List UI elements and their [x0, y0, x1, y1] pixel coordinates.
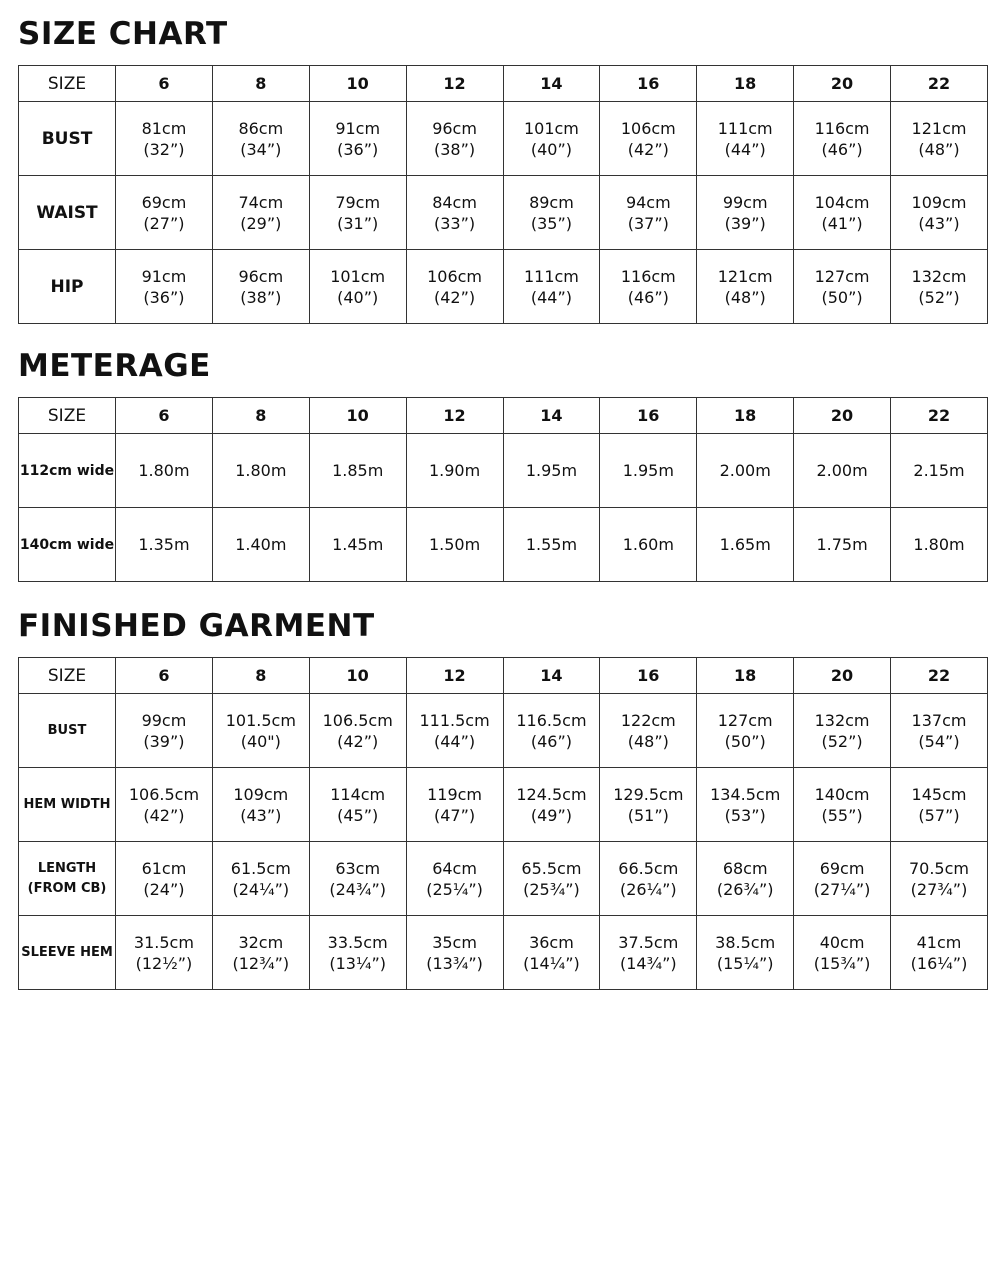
row-label: SLEEVE HEM: [19, 916, 116, 990]
value-cell: 31.5cm (12½”): [116, 916, 213, 990]
row-label: WAIST: [19, 176, 116, 250]
meterage-section: [18, 348, 988, 554]
value-cell: 1.50m: [406, 508, 503, 582]
value-cell: 69cm (27¼”): [794, 842, 891, 916]
value-cell: 129.5cm (51”): [600, 768, 697, 842]
value-cell: 111.5cm (44”): [406, 694, 503, 768]
meterage-table: [18, 397, 988, 582]
size-header-cell: 8: [212, 658, 309, 694]
finished-garment-section: [18, 608, 988, 973]
value-cell: 36cm (14¼”): [503, 916, 600, 990]
value-cell: 145cm (57”): [891, 768, 988, 842]
size-header-cell: 8: [212, 66, 309, 102]
value-cell: 109cm (43”): [891, 176, 988, 250]
size-header-cell: 16: [600, 398, 697, 434]
value-cell: 40cm (15¾”): [794, 916, 891, 990]
value-cell: 89cm (35”): [503, 176, 600, 250]
value-cell: 84cm (33”): [406, 176, 503, 250]
size-header-cell: 18: [697, 398, 794, 434]
value-cell: 114cm (45”): [309, 768, 406, 842]
size-chart-title: SIZE CHART: [18, 16, 228, 52]
size-header-cell: 20: [794, 66, 891, 102]
table-row: [19, 842, 988, 916]
value-cell: 132cm (52”): [891, 250, 988, 324]
size-header-cell: 20: [794, 658, 891, 694]
size-header-cell: 6: [116, 658, 213, 694]
value-cell: 66.5cm (26¼”): [600, 842, 697, 916]
value-cell: 1.80m: [212, 434, 309, 508]
size-header-cell: 10: [309, 66, 406, 102]
value-cell: 2.00m: [794, 434, 891, 508]
value-cell: 132cm (52”): [794, 694, 891, 768]
value-cell: 33.5cm (13¼”): [309, 916, 406, 990]
finished-garment-title: FINISHED GARMENT: [18, 608, 375, 644]
row-label: LENGTH (FROM CB): [19, 842, 116, 916]
value-cell: 127cm (50”): [794, 250, 891, 324]
value-cell: 116.5cm (46”): [503, 694, 600, 768]
table-row: [19, 694, 988, 768]
size-header-cell: 14: [503, 398, 600, 434]
value-cell: 140cm (55”): [794, 768, 891, 842]
value-cell: 1.65m: [697, 508, 794, 582]
value-cell: 122cm (48”): [600, 694, 697, 768]
value-cell: 70.5cm (27¾”): [891, 842, 988, 916]
value-cell: 137cm (54”): [891, 694, 988, 768]
table-row: [19, 434, 988, 508]
value-cell: 121cm (48”): [891, 102, 988, 176]
value-cell: 104cm (41”): [794, 176, 891, 250]
table-row: [19, 250, 988, 324]
value-cell: 1.85m: [309, 434, 406, 508]
size-header-cell: 6: [116, 398, 213, 434]
table-row: [19, 916, 988, 990]
value-cell: 1.35m: [116, 508, 213, 582]
value-cell: 134.5cm (53”): [697, 768, 794, 842]
value-cell: 101.5cm (40"): [212, 694, 309, 768]
size-header-label: SIZE: [19, 398, 116, 434]
value-cell: 121cm (48”): [697, 250, 794, 324]
size-header-cell: 10: [309, 658, 406, 694]
table-row: [19, 768, 988, 842]
value-cell: 106.5cm (42”): [309, 694, 406, 768]
finished-garment-header-row: [19, 658, 988, 694]
size-header-label: SIZE: [19, 66, 116, 102]
finished-garment-table: [18, 657, 988, 990]
value-cell: 41cm (16¼”): [891, 916, 988, 990]
row-label: BUST: [19, 694, 116, 768]
value-cell: 37.5cm (14¾”): [600, 916, 697, 990]
value-cell: 99cm (39”): [697, 176, 794, 250]
value-cell: 111cm (44”): [697, 102, 794, 176]
value-cell: 96cm (38”): [212, 250, 309, 324]
value-cell: 2.00m: [697, 434, 794, 508]
value-cell: 1.40m: [212, 508, 309, 582]
value-cell: 101cm (40”): [309, 250, 406, 324]
size-header-cell: 20: [794, 398, 891, 434]
size-header-cell: 12: [406, 658, 503, 694]
value-cell: 1.60m: [600, 508, 697, 582]
size-header-cell: 18: [697, 658, 794, 694]
row-label: HIP: [19, 250, 116, 324]
size-chart-header-row: [19, 66, 988, 102]
size-header-cell: 14: [503, 658, 600, 694]
size-header-cell: 10: [309, 398, 406, 434]
row-label: 112cm wide: [19, 434, 116, 508]
row-label: HEM WIDTH: [19, 768, 116, 842]
size-header-cell: 16: [600, 658, 697, 694]
value-cell: 61.5cm (24¼”): [212, 842, 309, 916]
value-cell: 2.15m: [891, 434, 988, 508]
value-cell: 1.75m: [794, 508, 891, 582]
value-cell: 63cm (24¾”): [309, 842, 406, 916]
value-cell: 106cm (42”): [406, 250, 503, 324]
value-cell: 96cm (38”): [406, 102, 503, 176]
value-cell: 1.95m: [503, 434, 600, 508]
value-cell: 1.80m: [891, 508, 988, 582]
value-cell: 116cm (46”): [794, 102, 891, 176]
value-cell: 38.5cm (15¼”): [697, 916, 794, 990]
size-header-label: SIZE: [19, 658, 116, 694]
value-cell: 1.55m: [503, 508, 600, 582]
size-header-cell: 22: [891, 398, 988, 434]
value-cell: 74cm (29”): [212, 176, 309, 250]
size-chart-section: [18, 16, 988, 307]
value-cell: 127cm (50”): [697, 694, 794, 768]
size-header-cell: 12: [406, 66, 503, 102]
meterage-title: METERAGE: [18, 348, 211, 384]
value-cell: 64cm (25¼”): [406, 842, 503, 916]
value-cell: 86cm (34”): [212, 102, 309, 176]
size-header-cell: 12: [406, 398, 503, 434]
value-cell: 124.5cm (49”): [503, 768, 600, 842]
size-header-cell: 22: [891, 66, 988, 102]
value-cell: 61cm (24”): [116, 842, 213, 916]
size-chart-table: [18, 65, 988, 324]
value-cell: 94cm (37”): [600, 176, 697, 250]
value-cell: 1.90m: [406, 434, 503, 508]
value-cell: 69cm (27”): [116, 176, 213, 250]
value-cell: 106cm (42”): [600, 102, 697, 176]
value-cell: 65.5cm (25¾”): [503, 842, 600, 916]
size-header-cell: 8: [212, 398, 309, 434]
size-header-cell: 22: [891, 658, 988, 694]
value-cell: 35cm (13¾”): [406, 916, 503, 990]
value-cell: 101cm (40”): [503, 102, 600, 176]
table-row: [19, 176, 988, 250]
value-cell: 91cm (36”): [116, 250, 213, 324]
value-cell: 1.45m: [309, 508, 406, 582]
value-cell: 68cm (26¾”): [697, 842, 794, 916]
value-cell: 109cm (43”): [212, 768, 309, 842]
meterage-header-row: [19, 398, 988, 434]
size-header-cell: 6: [116, 66, 213, 102]
size-header-cell: 18: [697, 66, 794, 102]
value-cell: 32cm (12¾”): [212, 916, 309, 990]
value-cell: 1.95m: [600, 434, 697, 508]
table-row: [19, 102, 988, 176]
value-cell: 111cm (44”): [503, 250, 600, 324]
value-cell: 106.5cm (42”): [116, 768, 213, 842]
size-header-cell: 14: [503, 66, 600, 102]
table-row: [19, 508, 988, 582]
value-cell: 116cm (46”): [600, 250, 697, 324]
value-cell: 91cm (36”): [309, 102, 406, 176]
row-label: 140cm wide: [19, 508, 116, 582]
value-cell: 81cm (32”): [116, 102, 213, 176]
value-cell: 119cm (47”): [406, 768, 503, 842]
value-cell: 1.80m: [116, 434, 213, 508]
size-header-cell: 16: [600, 66, 697, 102]
value-cell: 79cm (31”): [309, 176, 406, 250]
value-cell: 99cm (39”): [116, 694, 213, 768]
row-label: BUST: [19, 102, 116, 176]
